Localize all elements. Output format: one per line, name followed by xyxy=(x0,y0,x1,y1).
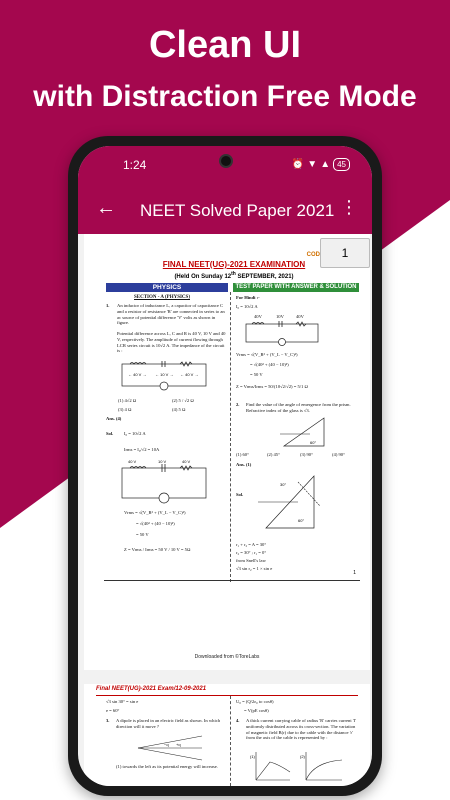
camera-cutout xyxy=(219,154,233,168)
wifi-icon: ▼ xyxy=(307,159,318,170)
q2-opt3: (3) 90° xyxy=(300,452,313,457)
q2-answer: Ans. (1) xyxy=(236,462,252,467)
q1-opt2: (2) 5 / √2 Ω xyxy=(172,398,194,403)
exam-held-b: SEPTEMBER, 2021) xyxy=(235,274,294,280)
phone-frame xyxy=(68,136,382,796)
q2-opt2: (2) 45° xyxy=(267,452,280,457)
svg-text:60°: 60° xyxy=(310,440,317,445)
right-i0: I₀ = 10√2 A xyxy=(236,304,258,309)
lcr-circuit-diagram xyxy=(120,360,210,392)
q1-text2: Potential difference across L, C and R is 40 V, 10 V and 40 V, respectively. The amplitude of current flowing through LCR series circuit is 10√2 A. The impedance of the circuit is : xyxy=(117,331,226,354)
q3-opt1: (1) towards the left as its potential energy will increase. xyxy=(116,764,218,769)
page-number: 1 xyxy=(353,570,356,576)
sol1-i0: I₀ = 10√2 A xyxy=(124,431,146,436)
q1-answer: Ans. (4) xyxy=(106,416,122,421)
page2-header: Final NEET(UG)-2021 Exam/12-09-2021 xyxy=(96,686,207,692)
exam-title xyxy=(124,260,344,269)
svg-text:← 10 V →: ← 10 V → xyxy=(155,372,174,377)
q1-opt1: (1) 4√2 Ω xyxy=(118,398,137,403)
q2-text: Find the value of the angle of emergence from the prism. Refractive index of the glass is √3. xyxy=(246,402,351,413)
page-indicator: 1 xyxy=(320,238,370,268)
svg-text:(1): (1) xyxy=(250,754,255,759)
promo-headline: Clean UI xyxy=(148,24,302,66)
p2-line1: √3 sin 30° = sin e xyxy=(106,699,139,704)
column-divider xyxy=(230,292,231,582)
svg-text:30°: 30° xyxy=(280,482,287,487)
svg-text:(2): (2) xyxy=(300,754,305,759)
q2-opt4: (4) 90° xyxy=(332,452,345,457)
svg-text:← 40 V →: ← 40 V → xyxy=(180,372,199,377)
physics-header: PHYSICS xyxy=(106,283,228,292)
sol1-label: Sol. xyxy=(106,431,114,436)
q1-text: An inductor of inductance L, a capacitor of capacitance C and a resistor of resistance 'R' are connected in series to an ac source of potential difference 'V' volts as shown in figure. xyxy=(117,303,225,326)
download-footer: Downloaded from ©ToreLabs xyxy=(194,654,260,660)
svg-text:10 V: 10 V xyxy=(158,459,167,464)
p2-line2: e = 60° xyxy=(106,708,120,713)
page-bottom-rule xyxy=(104,580,360,581)
q3-number: 3. xyxy=(106,718,110,723)
exam-title-text: FINAL NEET(UG)-2021 EXAMINATION xyxy=(162,260,306,269)
sol1-vrms2: = √(40² + (40 − 10)²) xyxy=(136,521,175,526)
q4-text: A thick current carrying cable of radius 'R' carries current 'I' uniformly distributed across its cross-section. The variation of magnetic field B(r) due to the cable with the distance 'r' from the axis of the cable is represented by : xyxy=(246,718,356,741)
sol2-line2: r₂ = 30° ; r₁ = 0° xyxy=(236,550,267,555)
page2-column-divider xyxy=(230,696,231,786)
prism-solution-diagram xyxy=(258,472,328,534)
status-bar xyxy=(78,146,372,188)
app-bar xyxy=(78,188,372,234)
dipole-diagram xyxy=(136,734,206,762)
right-circuit-diagram xyxy=(244,320,324,346)
b-field-graphs xyxy=(250,750,350,784)
q1-opt4: (4) 5 Ω xyxy=(172,407,186,412)
q3-text: A dipole is placed in an electric field as shown. In which direction will it move ? xyxy=(116,718,221,729)
more-vert-icon[interactable]: ⋮ xyxy=(340,197,358,217)
sol1-vrms: Vrms = √(V_R² + (V_L − V_C)²) xyxy=(124,510,186,515)
right-vrms: Vrms = √(V_R² + (V_L − V_C)²) xyxy=(236,352,298,357)
sol1-z: Z = Vrms / Irms = 50 V / 10 V = 5Ω xyxy=(124,547,191,552)
svg-text:40 V: 40 V xyxy=(182,459,191,464)
sol2-label: Sol. xyxy=(236,492,244,497)
arrow-left-icon[interactable]: ← xyxy=(96,197,116,219)
battery-icon: 45 xyxy=(333,158,350,171)
pdf-viewer[interactable] xyxy=(84,234,370,786)
q2-opt1: (1) 60° xyxy=(236,452,249,457)
sol1-vrms3: = 50 V xyxy=(136,532,149,537)
sol1-irms: Irms = I₀/√2 = 10A xyxy=(124,447,160,452)
code-label: COD xyxy=(306,252,320,258)
page-gap xyxy=(84,670,370,684)
svg-text:← 40 V →: ← 40 V → xyxy=(128,372,147,377)
svg-text:60°: 60° xyxy=(298,518,305,523)
for-hindi: For Hindi :- xyxy=(236,295,260,300)
right-vrms2: = √(40² + (40 − 10)²) xyxy=(250,362,289,367)
sol2-line1: r₁ + r₂ = A = 30° xyxy=(236,542,267,547)
phone-screen xyxy=(78,146,372,786)
q4-number: 4. xyxy=(236,718,240,723)
right-z: Z = Vrms/Irms = 50/(10√2/√2) = 5/1 Ω xyxy=(236,384,308,389)
right-label-2: 10V xyxy=(276,314,284,319)
alarm-icon: ⏰ xyxy=(291,159,305,170)
section-title: SECTION - A (PHYSICS) xyxy=(134,295,190,300)
exam-held xyxy=(124,271,344,280)
p2r-line1: U₀ = (Q/2ε₀ to cosθ) xyxy=(236,699,274,704)
signal-icon: ▲ xyxy=(320,159,331,170)
exam-held-a: (Held On Sunday 12 xyxy=(174,274,232,280)
sol2-line3: from Snell's law xyxy=(236,558,266,563)
q1-opt3: (3) 4 Ω xyxy=(118,407,132,412)
right-vrms3: = 50 V xyxy=(250,372,263,377)
status-icons xyxy=(292,158,350,171)
right-label-1: 40V xyxy=(254,314,262,319)
q1-number: 1. xyxy=(106,303,110,308)
right-label-3: 40V xyxy=(296,314,304,319)
svg-text:+q: +q xyxy=(176,742,181,747)
exam-held-sup: th xyxy=(231,271,236,277)
lcr-solution-diagram xyxy=(120,459,210,504)
svg-text:−q: −q xyxy=(164,742,169,747)
sol2-line4: √3 sin r₂ = 1 × sin e xyxy=(236,566,273,571)
app-title: NEET Solved Paper 2021 xyxy=(140,201,335,220)
status-time: 1:24 xyxy=(123,158,147,172)
prism-diagram xyxy=(280,414,330,448)
page2-rule xyxy=(96,695,358,696)
q2-number: 2. xyxy=(236,402,240,407)
promo-subheadline: with Distraction Free Mode xyxy=(33,80,417,113)
svg-text:40 V: 40 V xyxy=(128,459,137,464)
test-paper-header: TEST PAPER WITH ANSWER & SOLUTION xyxy=(233,283,359,292)
p2r-line2: = V(pE cosθ) xyxy=(244,708,269,713)
